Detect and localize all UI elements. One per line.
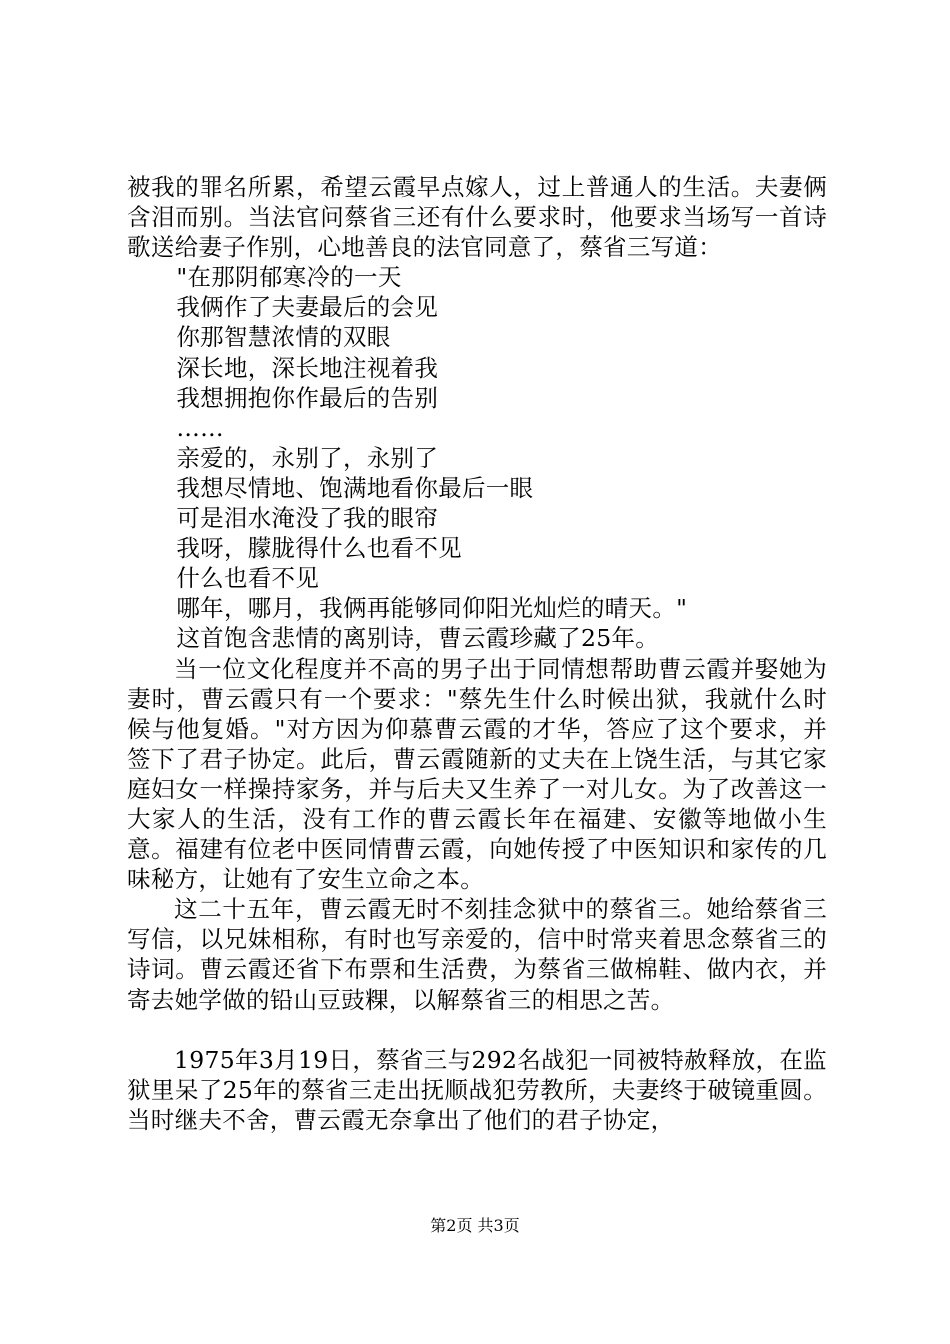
poem-note: 这首饱含悲情的离别诗，曹云霞珍藏了25年。 bbox=[176, 624, 660, 653]
page-footer bbox=[0, 1216, 950, 1236]
paragraph-1: 被我的罪名所累，希望云霞早点嫁人，过上普通人的生活。夫妻俩含泪而别。当法官问蔡省三还有什么要求时，他要求当场写一首诗歌送给妻子作别，心地善良的法官同意了，蔡省三写道： bbox=[127, 173, 827, 262]
poem-line-1: "在那阴郁寒冷的一天 bbox=[176, 263, 402, 292]
document-body bbox=[127, 172, 827, 1135]
poem-ellipsis: …… bbox=[176, 413, 224, 442]
poem-line-5: 我想拥抱你作最后的告别 bbox=[176, 383, 439, 412]
poem-line-3: 你那智慧浓情的双眼 bbox=[176, 323, 391, 352]
poem-line-8: 可是泪水淹没了我的眼帘 bbox=[176, 504, 439, 533]
poem-line-6: 亲爱的，永别了，永别了 bbox=[176, 443, 439, 472]
poem-line-9: 我呀，朦胧得什么也看不见 bbox=[176, 534, 462, 563]
poem-line-7: 我想尽情地、饱满地看你最后一眼 bbox=[176, 473, 534, 502]
poem-line-2: 我俩作了夫妻最后的会见 bbox=[176, 293, 439, 322]
poem-line-11: 哪年，哪月，我俩再能够同仰阳光灿烂的晴天。" bbox=[176, 594, 688, 623]
poem-line-10: 什么也看不见 bbox=[176, 564, 320, 593]
paragraph-2: 当一位文化程度并不高的男子出于同情想帮助曹云霞并娶她为妻时，曹云霞只有一个要求："蔡先生什么时候出狱，我就什么时候与他复婚。"对方因为仰慕曹云霞的才华，答应了这个要求，并签下了君子协定。此后，曹云霞随新的丈夫在上饶生活，与其它家庭妇女一样操持家务，并与后夫又生养了一对儿女。为了改善这一大家人的生活，没有工作的曹云霞长年在福建、安徽等地做小生意。福建有位老中医同情曹云霞，向她传授了中医知识和家传的几味秘方，让她有了安生立命之本。 bbox=[127, 654, 827, 894]
poem-line-4: 深长地，深长地注视着我 bbox=[176, 353, 439, 382]
paragraph-4: 1975年3月19日，蔡省三与292名战犯一同被特赦释放，在监狱里呆了25年的蔡省三走出抚顺战犯劳教所，夫妻终于破镜重圆。当时继夫不舍，曹云霞无奈拿出了他们的君子协定， bbox=[127, 1045, 827, 1134]
paragraph-3: 这二十五年，曹云霞无时不刻挂念狱中的蔡省三。她给蔡省三写信，以兄妹相称，有时也写亲爱的，信中时常夹着思念蔡省三的诗词。曹云霞还省下布票和生活费，为蔡省三做棉鞋、做内衣，并寄去她学做的铅山豆豉粿，以解蔡省三的相思之苦。 bbox=[127, 895, 827, 1014]
paragraph-gap bbox=[127, 1015, 827, 1045]
page-number-label: 第2页 共3页 bbox=[430, 1216, 520, 1235]
